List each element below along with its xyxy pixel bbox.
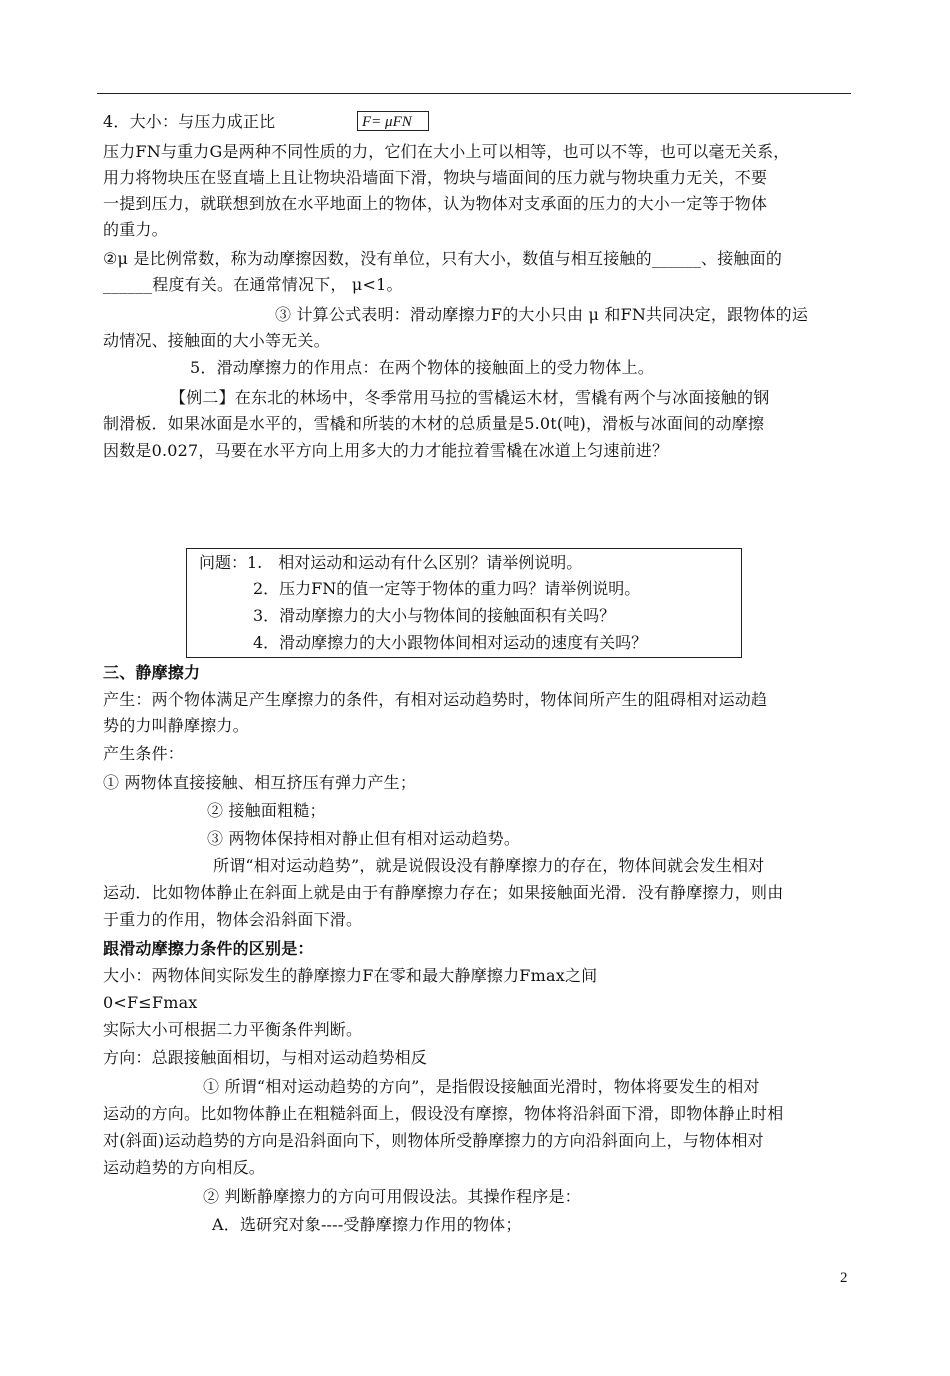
example-line: 因数是0.027，马要在水平方向上用多大的力才能拉着雪橇在冰道上匀速前进？ bbox=[103, 441, 669, 460]
condition-2: ② 接触面粗糙； bbox=[207, 801, 326, 820]
paragraph-line: 的重力。 bbox=[103, 220, 168, 239]
calc-line: 动情况、接触面的大小等无关。 bbox=[103, 331, 330, 350]
trend-line: 所谓“相对运动趋势”，就是说假设没有静摩擦力的存在，物体间就会发生相对 bbox=[213, 856, 765, 875]
size-line: 大小：两物体间实际发生的静摩擦力F在零和最大静摩擦力Fmax之间 bbox=[103, 966, 598, 985]
condition-1: ① 两物体直接接触、相互挤压有弹力产生； bbox=[103, 773, 417, 792]
mu-line: ______程度有关。在通常情况下， μ<1。 bbox=[103, 275, 403, 294]
page-number: 2 bbox=[840, 1270, 848, 1286]
direction-line: 运动的方向。比如物体静止在粗糙斜面上，假设没有摩擦，物体将沿斜面下滑，即物体静止时相 bbox=[103, 1104, 784, 1123]
section-5-title: 5．滑动摩擦力的作用点：在两个物体的接触面上的受力物体上。 bbox=[190, 358, 654, 377]
friction-formula-box: F= μFN bbox=[357, 111, 429, 131]
header-rule bbox=[97, 93, 851, 94]
conditions-title: 产生条件： bbox=[103, 744, 185, 763]
section-3-title: 三、静摩擦力 bbox=[103, 663, 201, 682]
mu-line: ②μ 是比例常数，称为动摩擦因数，没有单位，只有大小，数值与相互接触的______、接触面的 bbox=[103, 249, 783, 268]
direction-method: ② 判断静摩擦力的方向可用假设法。其操作程序是： bbox=[203, 1187, 581, 1206]
paragraph-line: 一提到压力，就联想到放在水平地面上的物体，认为物体对支承面的压力的大小一定等于物体 bbox=[103, 194, 768, 213]
question-item: 2．压力FN的值一定等于物体的重力吗？请举例说明。 bbox=[253, 579, 641, 598]
static-produce-line: 产生：两个物体满足产生摩擦力的条件，有相对运动趋势时，物体间所产生的阻碍相对运动趋 bbox=[103, 690, 768, 709]
example-line: 制滑板．如果冰面是水平的，雪橇和所装的木材的总质量是5.0t(吨)，滑板与冰面间的动摩擦 bbox=[103, 414, 765, 433]
direction-title: 方向：总跟接触面相切，与相对运动趋势相反 bbox=[103, 1048, 428, 1067]
direction-line: ① 所谓“相对运动趋势的方向”，是指假设接触面光滑时，物体将要发生的相对 bbox=[203, 1077, 760, 1096]
section-4-title: 4．大小：与压力成正比 bbox=[103, 112, 276, 131]
question-item: 问题：1. 相对运动和运动有什么区别？请举例说明。 bbox=[199, 553, 583, 572]
step-a: A．选研究对象----受静摩擦力作用的物体； bbox=[212, 1215, 522, 1234]
question-item: 3．滑动摩擦力的大小与物体间的接触面积有关吗？ bbox=[253, 606, 616, 625]
paragraph-line: 压力FN与重力G是两种不同性质的力，它们在大小上可以相等，也可以不等，也可以毫无关系， bbox=[103, 142, 790, 161]
calc-line: ③ 计算公式表明：滑动摩擦力F的大小只由 μ 和FN共同决定，跟物体的运 bbox=[275, 305, 809, 324]
size-inequality: 0<F≤Fmax bbox=[103, 993, 198, 1012]
difference-title: 跟滑动摩擦力条件的区别是： bbox=[103, 939, 314, 958]
question-item: 4．滑动摩擦力的大小跟物体间相对运动的速度有关吗？ bbox=[253, 633, 648, 652]
size-line: 实际大小可根据二力平衡条件判断。 bbox=[103, 1020, 363, 1039]
example-line: 【例二】在东北的林场中，冬季常用马拉的雪橇运木材，雪橇有两个与冰面接触的钢 bbox=[170, 388, 770, 407]
static-produce-line: 势的力叫静摩擦力。 bbox=[103, 716, 249, 735]
trend-line: 于重力的作用，物体会沿斜面下滑。 bbox=[103, 910, 363, 929]
questions-box bbox=[186, 548, 742, 658]
direction-line: 对(斜面)运动趋势的方向是沿斜面向下，则物体所受静摩擦力的方向沿斜面向上，与物体相对 bbox=[103, 1131, 764, 1150]
direction-line: 运动趋势的方向相反。 bbox=[103, 1158, 266, 1177]
condition-3: ③ 两物体保持相对静止但有相对运动趋势。 bbox=[207, 829, 521, 848]
trend-line: 运动．比如物体静止在斜面上就是由于有静摩擦力存在；如果接触面光滑．没有静摩擦力，则由 bbox=[103, 883, 784, 902]
paragraph-line: 用力将物块压在竖直墙上且让物块沿墙面下滑，物块与墙面间的压力就与物块重力无关，不要 bbox=[103, 168, 768, 187]
